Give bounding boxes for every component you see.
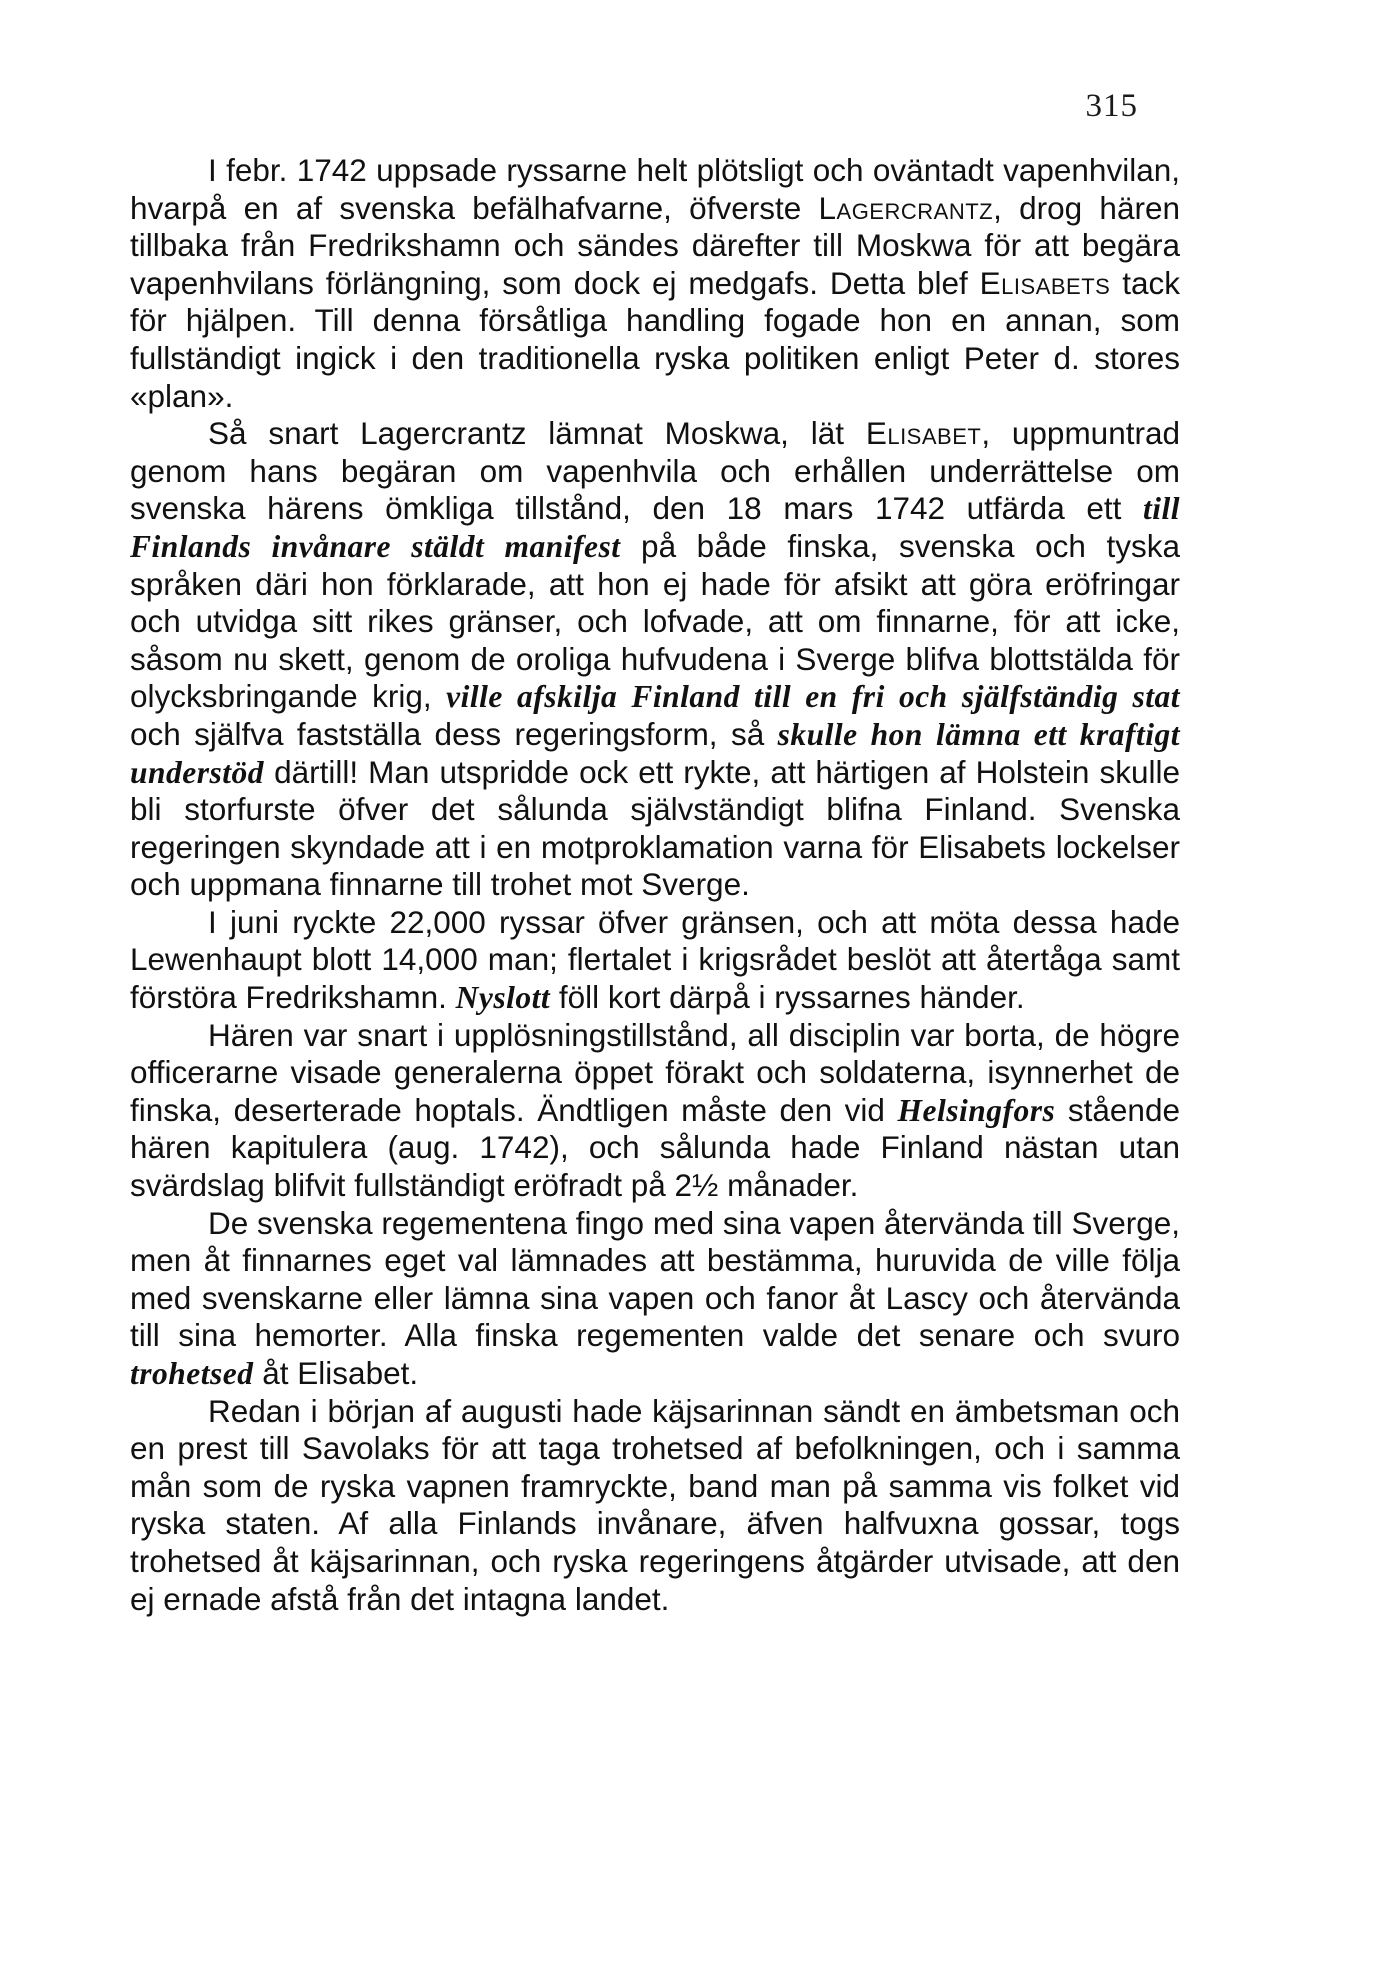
text-run: I febr. 1742 uppsade ryssarne helt plötsligt och oväntadt vapenhvilan, hvarpå en af svenska befälhafvarne, öfverste	[130, 152, 1180, 226]
page-number: 315	[1085, 88, 1138, 124]
text-run: tack för hjälpen. Till denna försåtliga handling fogade hon en annan, som fullständigt ingick i den traditionella ryska politiken enligt Peter d. stores «plan».	[130, 264, 1180, 414]
text-run: därtill! Man utspridde ock ett rykte, att härtigen af Holstein skulle bli storfurste öfver det sålunda självständigt blifna Finland. Svenska regeringen skyndade att i en motproklamation varna för Elisabets lockelser och uppmana finnarne till trohet mot Sverge.	[130, 753, 1180, 903]
text-run: och själfva fastställa dess regeringsform, så	[130, 715, 778, 752]
text-run: De svenska regementena fingo med sina vapen återvända till Sverge, men åt finnarnes eget val lämnades att bestämma, huruvida de ville följa med svenskarne eller lämna sina vapen och fanor åt Lascy och återvända till sina hemorter. Alla finska regementen valde det senare och svuro	[130, 1204, 1180, 1354]
text-run: I juni ryckte 22,000 ryssar öfver gränsen, och att möta dessa hade Lewenhaupt blott 14,000 man; flertalet i krigsrådet beslöt att återtåga samt förstöra Fredrikshamn.	[130, 903, 1180, 1016]
emphasis: till Finlands invånare stäldt manifest	[130, 491, 1180, 564]
emphasis: ville afskilja Finland till en fri och själfständig stat	[446, 679, 1180, 715]
paragraph	[130, 1393, 1180, 1619]
paragraph	[130, 904, 1180, 1017]
paragraph	[130, 1205, 1180, 1393]
name-small-caps: Elisabet	[865, 415, 982, 452]
emphasis: trohetsed	[130, 1356, 254, 1391]
text-run: stående hären kapitulera (aug. 1742), och sålunda hade Finland nästan utan svärdslag blifvit fullständigt eröfradt på 2½ månader.	[130, 1091, 1180, 1204]
text-run: , drog hären tillbaka från Fredrikshamn och sändes därefter till Moskwa för att begära vapenhvilans förlängning, som dock ej medgafs. Detta blef	[130, 189, 1180, 301]
text-run: Så snart Lagercrantz lämnat Moskwa, lät	[208, 415, 866, 452]
text-run: , uppmuntrad genom hans begäran om vapenhvila och erhållen underrättelse om svenska härens ömkliga tillstånd, den 18 mars 1742 utfärda ett	[130, 415, 1180, 527]
text-run: föll kort därpå i ryssarnes händer.	[550, 979, 1025, 1016]
emphasis: Nyslott	[455, 980, 551, 1016]
body-text	[130, 152, 1180, 1618]
text-run: åt Elisabet.	[253, 1355, 419, 1391]
text-run: på både finska, svenska och tyska språken däri hon förklarade, att hon ej hade för afsikt att göra eröfringar och utvidga sitt rikes gränser, och lofvade, att om finnarne, för att icke, såsom nu skett, genom de oroliga hufvudena i Sverge blifva blottstälda för olycksbringande krig,	[130, 527, 1180, 715]
paragraph	[130, 415, 1180, 904]
paragraph	[130, 152, 1180, 415]
text-run: Hären var snart i upplösningstillstånd, all disciplin var borta, de högre officerarne visade generalerna öppet förakt och soldaterna, isynnerhet de finska, deserterade hoptals. Ändtligen måste den vid	[130, 1016, 1180, 1128]
paragraph	[130, 1017, 1180, 1205]
text-run: Redan i början af augusti hade käjsarinnan sändt en ämbetsman och en prest till Savolaks för att taga trohetsed af befolkningen, och i samma mån som de ryska vapnen framryckte, band man på samma vis folket vid ryska staten. Af alla Finlands invånare, äfven halfvuxna gossar, togs trohetsed åt käjsarinnan, och ryska regeringens åtgärder utvisade, att den ej ernade afstå från det intagna landet.	[130, 1392, 1180, 1617]
emphasis: Helsingfors	[897, 1092, 1056, 1128]
name-small-caps: Lagercrantz	[818, 189, 994, 226]
name-small-caps: Elisabets	[979, 264, 1111, 301]
emphasis: skulle hon lämna ett kraftigt understöd	[130, 716, 1180, 790]
